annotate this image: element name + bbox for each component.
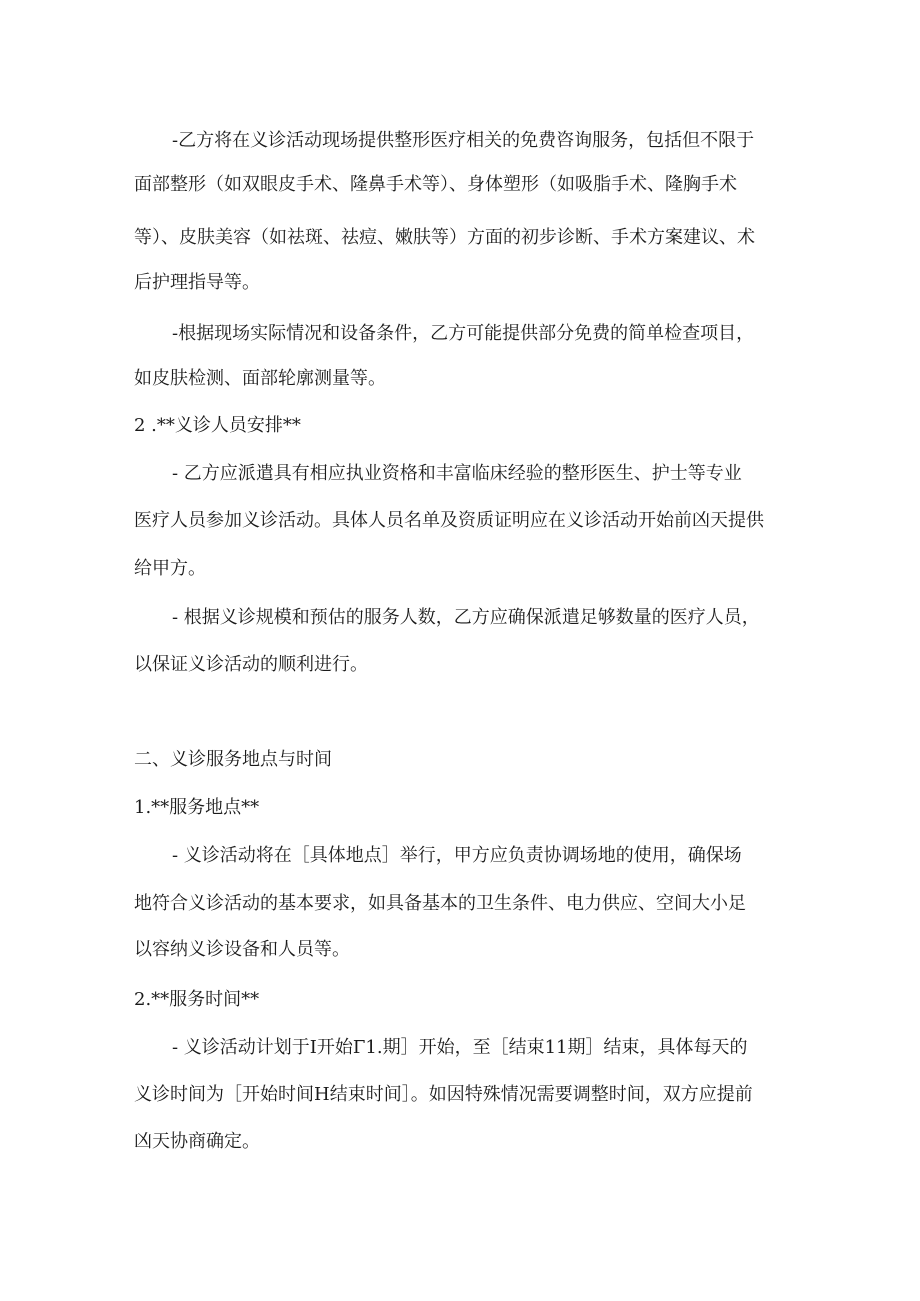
- paragraph-line: 给甲方。: [134, 558, 206, 579]
- paragraph-line: 义诊时间为［开始时间H结束时间］。如因特殊情况需要调整时间，双方应提前: [134, 1084, 753, 1105]
- paragraph-line: 凶天协商确定。: [134, 1131, 260, 1152]
- paragraph-line: 医疗人员参加义诊活动。具体人员名单及资质证明应在义诊活动开始前凶天提供: [134, 510, 764, 531]
- paragraph-line: 以容纳义诊设备和人员等。: [134, 939, 350, 960]
- section-heading: 2 .**义诊人员安排**: [134, 415, 301, 436]
- paragraph-line: 等）、皮肤美容（如祛斑、祛痘、嫩肤等）方面的初步诊断、手术方案建议、术: [134, 227, 755, 248]
- section-heading: 2.**服务时间**: [134, 989, 260, 1010]
- paragraph-line: 如皮肤检测、面部轮廓测量等。: [134, 368, 386, 389]
- paragraph-line: - 义诊活动计划于I开始Γ1.期］开始，至［结束11期］结束，具体每天的: [172, 1037, 748, 1058]
- section-heading: 二、义诊服务地点与时间: [134, 749, 332, 770]
- paragraph-line: 面部整形（如双眼皮手术、隆鼻手术等）、身体塑形（如吸脂手术、隆胸手术: [134, 174, 737, 195]
- section-heading: 1.**服务地点**: [134, 797, 260, 818]
- paragraph-line: - 乙方应派遣具有相应执业资格和丰富临床经验的整形医生、护士等专业: [172, 463, 742, 484]
- paragraph-line: 后护理指导等。: [134, 272, 260, 293]
- paragraph-line: -根据现场实际情况和设备条件，乙方可能提供部分免费的简单检查项目，: [172, 323, 755, 344]
- paragraph-line: 以保证义诊活动的顺利进行。: [134, 654, 368, 675]
- paragraph-line: 地符合义诊活动的基本要求，如具备基本的卫生条件、电力供应、空间大小足: [134, 893, 746, 914]
- paragraph-line: - 义诊活动将在［具体地点］举行，甲方应负责协调场地的使用，确保场: [172, 845, 742, 866]
- paragraph-line: -乙方将在义诊活动现场提供整形医疗相关的免费咨询服务，包括但不限于: [172, 130, 755, 151]
- paragraph-line: - 根据义诊规模和预估的服务人数，乙方应确保派遣足够数量的医疗人员，: [172, 607, 760, 628]
